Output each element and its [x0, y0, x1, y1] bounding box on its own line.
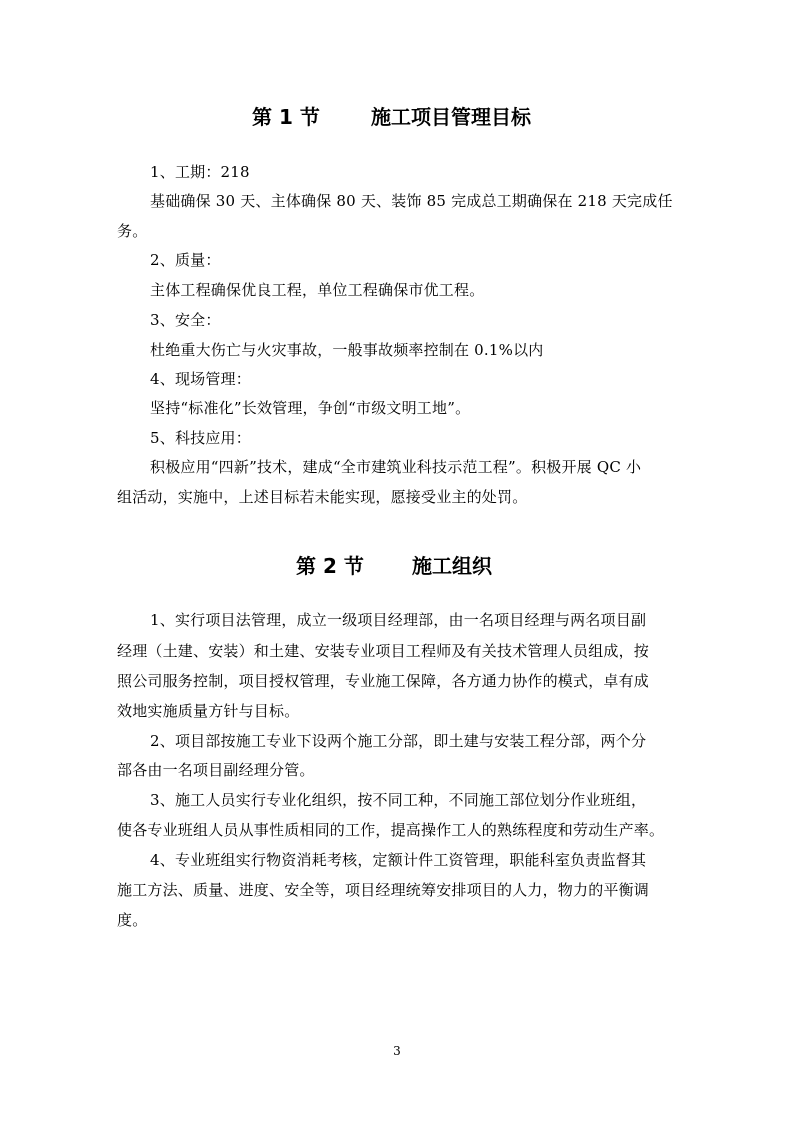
section-2-line: 4、专业班组实行物资消耗考核，定额计件工资管理，职能科室负责监督其	[150, 851, 647, 869]
section-1-title: 施工项目管理目标	[371, 105, 531, 129]
section-2-line: 部各由一名项目副经理分管。	[117, 761, 315, 779]
section-2-line: 施工方法、质量、进度、安全等，项目经理统筹安排项目的人力，物力的平衡调	[117, 881, 650, 899]
section-2-number: 第 2 节	[296, 554, 364, 578]
section-2-line: 效地实施质量方针与目标。	[117, 702, 300, 720]
section-1-line: 务。	[117, 222, 148, 240]
section-2-line: 经理（土建、安装）和土建、安装专业项目工程师及有关技术管理人员组成，按	[117, 642, 650, 660]
section-1-line: 4、现场管理：	[150, 370, 251, 388]
section-2-line: 1、实行项目法管理，成立一级项目经理部，由一名项目经理与两名项目副	[150, 611, 647, 629]
section-1-line: 杜绝重大伤亡与火灾事故，一般事故频率控制在 0.1%以内	[150, 341, 544, 359]
section-1-line: 基础确保 30 天、主体确保 80 天、装饰 85 完成总工期确保在 218 天完成任	[150, 192, 673, 210]
section-2-line: 度。	[117, 911, 148, 929]
section-2-line: 3、施工人员实行专业化组织，按不同工种，不同施工部位划分作业班组，	[150, 791, 647, 809]
section-1-line: 积极应用“四新”技术，建成“全市建筑业科技示范工程”。积极开展 QC 小	[150, 458, 642, 476]
section-1-line: 坚持“标准化”长效管理，争创“市级文明工地”。	[150, 399, 471, 417]
section-2-title: 施工组织	[412, 554, 492, 578]
section-1-line: 主体工程确保优良工程，单位工程确保市优工程。	[150, 281, 485, 299]
section-2-line: 照公司服务控制，项目授权管理，专业施工保障，各方通力协作的模式，卓有成	[117, 672, 650, 690]
section-2-line: 2、项目部按施工专业下设两个施工分部，即土建与安装工程分部，两个分	[150, 732, 647, 750]
page-number: 3	[393, 1044, 401, 1058]
section-1-number: 第 1 节	[252, 105, 320, 129]
section-1-line: 组活动，实施中，上述目标若未能实现，愿接受业主的处罚。	[117, 488, 528, 506]
section-1-line: 3、安全：	[150, 311, 221, 329]
section-2-line: 使各专业班组人员从事性质相同的工作，提高操作工人的熟练程度和劳动生产率。	[117, 821, 665, 839]
section-1-line: 5、科技应用：	[150, 429, 251, 447]
section-1-line: 2、质量：	[150, 251, 221, 269]
section-1-line: 1、工期：218	[150, 163, 250, 181]
